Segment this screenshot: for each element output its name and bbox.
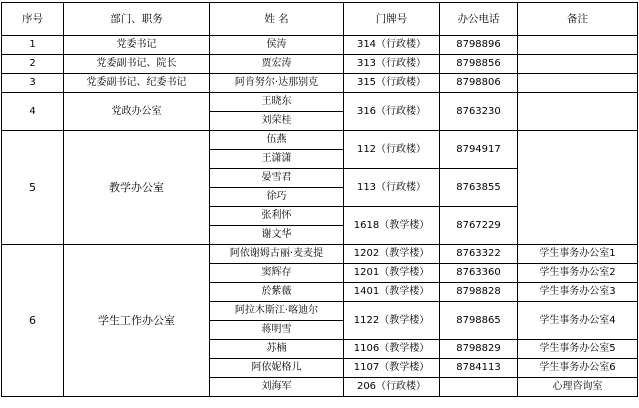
name-cell: 於紫薇: [210, 283, 344, 302]
dept-cell: 党委副书记、纪委书记: [64, 74, 210, 93]
name-cell: 谢文华: [210, 226, 344, 245]
seq-cell: 4: [2, 93, 64, 131]
header-dept: 部门、职务: [64, 3, 210, 36]
door-cell: 112（行政楼）: [344, 131, 440, 169]
name-cell: 蒋明雪: [210, 321, 344, 340]
name-cell: 晏雪君: [210, 169, 344, 188]
note-cell: 学生事务办公室6: [518, 359, 638, 378]
phone-cell: 8763230: [440, 93, 518, 131]
phone-cell: 8784113: [440, 359, 518, 378]
phone-cell: 8798865: [440, 302, 518, 340]
phone-cell: 8798806: [440, 74, 518, 93]
door-cell: 315（行政楼）: [344, 74, 440, 93]
phone-cell: 8798828: [440, 283, 518, 302]
name-cell: 阿依谢姆古丽·麦麦提: [210, 245, 344, 264]
name-cell: 阿依妮格儿: [210, 359, 344, 378]
header-seq: 序号: [2, 3, 64, 36]
name-cell: 阿肯努尔·达那别克: [210, 74, 344, 93]
phone-cell: 8794917: [440, 131, 518, 169]
seq-cell: 1: [2, 36, 64, 55]
header-row: [2, 3, 638, 36]
phone-cell: [440, 378, 518, 397]
note-cell: [518, 131, 638, 245]
dept-cell: 党委书记: [64, 36, 210, 55]
seq-cell: 2: [2, 55, 64, 74]
dept-cell: 教学办公室: [64, 131, 210, 245]
name-cell: 刘海军: [210, 378, 344, 397]
table-row: [2, 74, 638, 93]
table-row: [2, 36, 638, 55]
contact-table: [1, 2, 638, 397]
phone-cell: 8798829: [440, 340, 518, 359]
name-cell: 王晓东: [210, 93, 344, 112]
header-note: 备注: [518, 3, 638, 36]
note-cell: [518, 55, 638, 74]
dept-cell: 学生工作办公室: [64, 245, 210, 397]
note-cell: 学生事务办公室2: [518, 264, 638, 283]
dept-cell: 党委副书记、院长: [64, 55, 210, 74]
note-cell: 学生事务办公室5: [518, 340, 638, 359]
note-cell: [518, 93, 638, 131]
note-cell: 学生事务办公室4: [518, 302, 638, 340]
door-cell: 1201（教学楼）: [344, 264, 440, 283]
name-cell: 贾宏涛: [210, 55, 344, 74]
door-cell: 113（行政楼）: [344, 169, 440, 207]
table-row: [2, 93, 638, 112]
table-row: [2, 131, 638, 150]
door-cell: 1107（教学楼）: [344, 359, 440, 378]
note-cell: [518, 74, 638, 93]
note-cell: [518, 36, 638, 55]
door-cell: 1122（教学楼）: [344, 302, 440, 340]
name-cell: 窦辉存: [210, 264, 344, 283]
phone-cell: 8798856: [440, 55, 518, 74]
table-row: [2, 245, 638, 264]
door-cell: 1202（教学楼）: [344, 245, 440, 264]
door-cell: 316（行政楼）: [344, 93, 440, 131]
phone-cell: 8798896: [440, 36, 518, 55]
note-cell: 心理咨询室: [518, 378, 638, 397]
table-row: [2, 55, 638, 74]
name-cell: 徐巧: [210, 188, 344, 207]
phone-cell: 8763360: [440, 264, 518, 283]
phone-cell: 8767229: [440, 207, 518, 245]
door-cell: 1401（教学楼）: [344, 283, 440, 302]
note-cell: 学生事务办公室1: [518, 245, 638, 264]
phone-cell: 8763855: [440, 169, 518, 207]
seq-cell: 5: [2, 131, 64, 245]
dept-cell: 党政办公室: [64, 93, 210, 131]
header-name: 姓 名: [210, 3, 344, 36]
header-door: 门牌号: [344, 3, 440, 36]
door-cell: 313（行政楼）: [344, 55, 440, 74]
seq-cell: 3: [2, 74, 64, 93]
seq-cell: 6: [2, 245, 64, 397]
name-cell: 王潇潇: [210, 150, 344, 169]
door-cell: 1106（教学楼）: [344, 340, 440, 359]
door-cell: 206（行政楼）: [344, 378, 440, 397]
door-cell: 1618（教学楼）: [344, 207, 440, 245]
name-cell: 侯涛: [210, 36, 344, 55]
name-cell: 阿拉木斯江·喀迪尔: [210, 302, 344, 321]
name-cell: 刘荣桂: [210, 112, 344, 131]
phone-cell: 8763322: [440, 245, 518, 264]
header-phone: 办公电话: [440, 3, 518, 36]
note-cell: 学生事务办公室3: [518, 283, 638, 302]
name-cell: 苏楠: [210, 340, 344, 359]
name-cell: 伍燕: [210, 131, 344, 150]
name-cell: 张利怀: [210, 207, 344, 226]
door-cell: 314（行政楼）: [344, 36, 440, 55]
